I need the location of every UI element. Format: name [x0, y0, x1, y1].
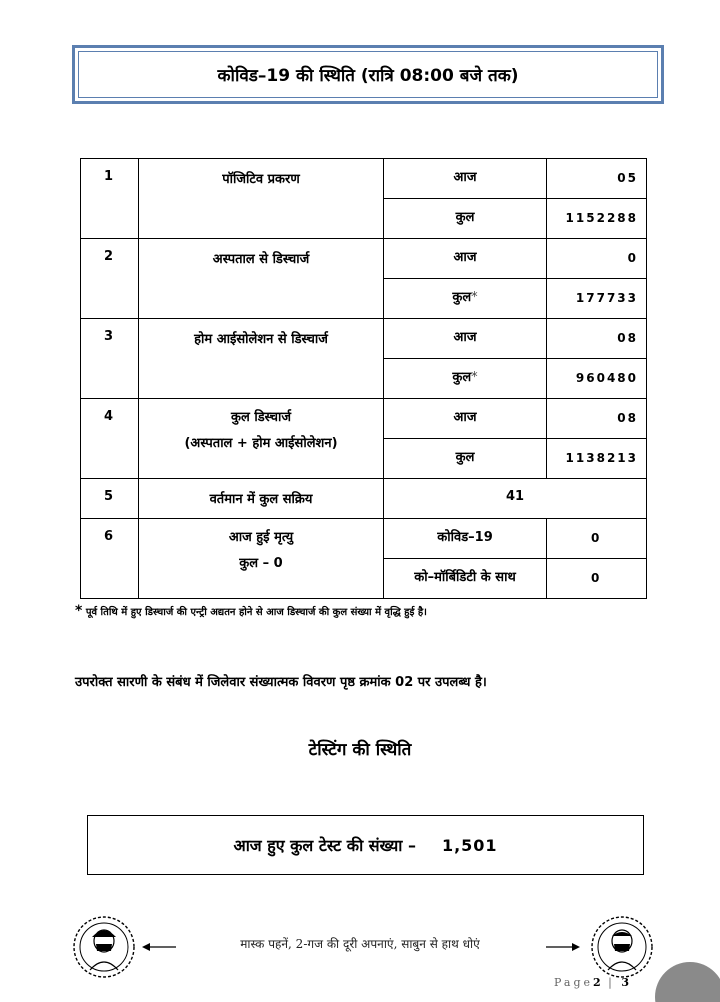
- row-label-line1: कुल डिस्चार्ज: [231, 410, 291, 425]
- row-label: [139, 399, 384, 479]
- row-label-line1: आज हुई मृत्यु: [228, 530, 294, 545]
- row-number: 3: [81, 319, 139, 399]
- covid-death-value: 0: [547, 519, 647, 559]
- footnote: [75, 603, 427, 619]
- total-value: 1152288: [547, 199, 647, 239]
- comorbidity-label: को–मॉर्बिडिटी के साथ: [384, 559, 547, 599]
- today-label: आज: [384, 159, 547, 199]
- footnote-star: *: [75, 603, 83, 619]
- row-number: 6: [81, 519, 139, 599]
- row-number: 5: [81, 479, 139, 519]
- table-row: [81, 519, 647, 559]
- row-label: [139, 519, 384, 599]
- district-note: उपरोक्त सारणी के संबंध में जिलेवार संख्यात्मक विवरण पृष्ठ क्रमांक 02 पर उपलब्ध है।: [75, 675, 487, 690]
- title-box: [72, 45, 664, 104]
- today-label: आज: [384, 399, 547, 439]
- covid-death-label: कोविड–19: [384, 519, 547, 559]
- row-label: अस्पताल से डिस्चार्ज: [139, 239, 384, 319]
- total-label: कुल: [384, 439, 547, 479]
- total-label: कुल: [384, 199, 547, 239]
- table-row: [81, 159, 647, 199]
- row-number: 4: [81, 399, 139, 479]
- row-label-line2: कुल – 0: [239, 556, 283, 571]
- active-value: 41: [384, 479, 647, 519]
- testing-heading: टेस्टिंग की स्थिति: [308, 740, 412, 760]
- today-value: 08: [547, 399, 647, 439]
- table-row: [81, 479, 647, 519]
- table-row: [81, 239, 647, 279]
- total-label: कुल*: [384, 359, 547, 399]
- covid-status-table: [80, 158, 647, 599]
- today-label: आज: [384, 319, 547, 359]
- row-label-line2: (अस्पताल + होम आईसोलेशन): [184, 436, 338, 451]
- footnote-text: पूर्व तिथि में हुए डिस्चार्ज की एन्ट्री अद्यतन होने से आज डिस्चार्ज की कुल संख्या में वृद्धि हुई है।: [85, 607, 427, 618]
- row-label: वर्तमान में कुल सक्रिय: [139, 479, 384, 519]
- page-title: कोविड–19 की स्थिति (रात्रि 08:00 बजे तक): [78, 51, 658, 98]
- total-value: 177733: [547, 279, 647, 319]
- test-count-label: आज हुए कुल टेस्ट की संख्या –: [233, 836, 416, 855]
- row-number: 1: [81, 159, 139, 239]
- today-value: 0: [547, 239, 647, 279]
- page-number: Page2 | 3: [554, 976, 631, 989]
- today-value: 08: [547, 319, 647, 359]
- comorbidity-value: 0: [547, 559, 647, 599]
- today-label: आज: [384, 239, 547, 279]
- test-count-value: 1,501: [441, 835, 498, 855]
- row-number: 2: [81, 239, 139, 319]
- row-label: होम आईसोलेशन से डिस्चार्ज: [139, 319, 384, 399]
- total-value: 960480: [547, 359, 647, 399]
- row-label: पॉजिटिव प्रकरण: [139, 159, 384, 239]
- table-row: [81, 319, 647, 359]
- decorative-circle: [655, 962, 720, 1002]
- total-label: कुल*: [384, 279, 547, 319]
- today-value: 05: [547, 159, 647, 199]
- total-value: 1138213: [547, 439, 647, 479]
- banner-slogan: मास्क पहनें, 2-गज की दूरी अपनाएं, साबुन से हाथ धोएं: [240, 937, 480, 951]
- table-row: [81, 399, 647, 439]
- test-count-box: [87, 815, 644, 875]
